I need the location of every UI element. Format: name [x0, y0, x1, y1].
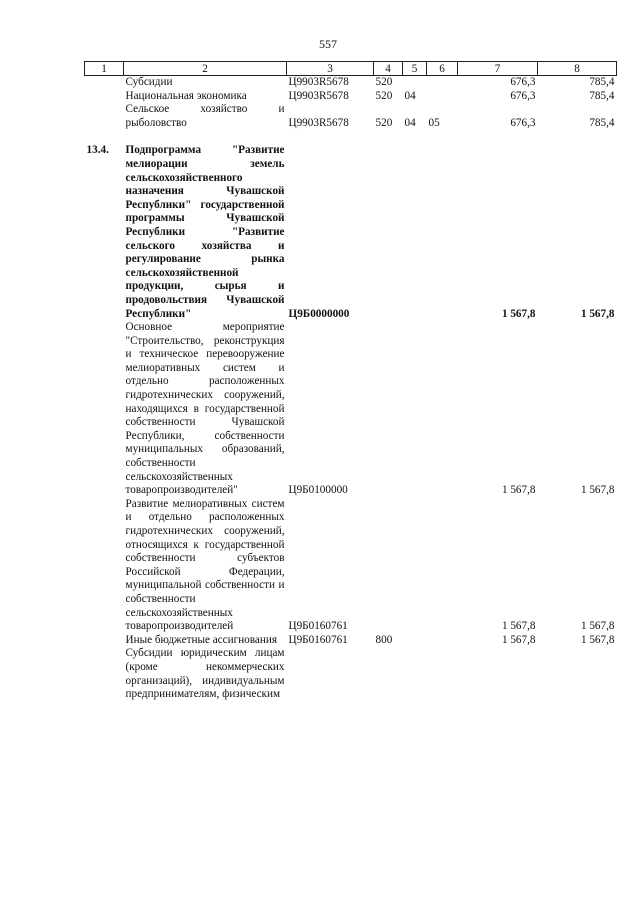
expense-type: 800 — [375, 633, 393, 646]
amount-col7: 676,3 — [510, 89, 536, 102]
expense-type — [374, 647, 403, 701]
subsection — [427, 144, 458, 321]
budget-table — [84, 61, 617, 702]
subsection — [427, 321, 458, 498]
section: 04 — [404, 116, 416, 129]
column-header: 5 — [403, 62, 427, 76]
row-number: 13.4. — [86, 144, 109, 157]
column-header: 4 — [374, 62, 403, 76]
amount-col8: 785,4 — [589, 116, 615, 129]
table-row — [85, 647, 617, 701]
section: 04 — [404, 89, 416, 102]
subsection: 05 — [428, 116, 440, 129]
row-description: Субсидии — [125, 76, 173, 88]
target-code: Ц9Б0160761 — [288, 633, 348, 646]
row-number — [85, 103, 124, 130]
expense-type — [374, 498, 403, 634]
subsection — [427, 634, 458, 648]
section — [403, 321, 427, 498]
row-number — [85, 76, 124, 90]
table-spacer — [85, 130, 617, 144]
target-code: Ц9Б0160761 — [288, 620, 348, 633]
target-code: Ц9Б0000000 — [288, 307, 350, 320]
row-description: Сельское хозяйство и рыболовство — [125, 103, 285, 129]
target-code: Ц9Б0100000 — [288, 484, 348, 497]
expense-type: 520 — [375, 116, 393, 129]
target-code: Ц9903R5678 — [288, 89, 349, 102]
table-body — [85, 76, 617, 702]
section — [403, 634, 427, 648]
spacer-cell — [85, 130, 617, 144]
row-description: Развитие мелиоративных систем и отдельно расположенных гидротехнических сооружений, относящихся к государственной собственности субъектов Российской Федерации, муниципальной собственности и собственности сельскохозяйственных товаропроизводителей — [125, 497, 285, 633]
amount-col7: 676,3 — [510, 116, 536, 129]
column-header: 2 — [124, 62, 287, 76]
section — [403, 498, 427, 634]
subsection — [427, 90, 458, 104]
table-row — [85, 103, 617, 130]
row-description: Подпрограмма "Развитие мелиорации земель сельскохозяйственного назначения Чувашской Республики" государственной программы Чувашской Республики "Развитие сельского хозяйства и регулирование рынка сельскохозяйственной продукции, сырья и продовольствия Чувашской Республики" — [125, 144, 285, 320]
amount-col8: 1 567,8 — [580, 633, 615, 646]
row-description: Иные бюджетные ассигнования — [125, 633, 277, 646]
section — [403, 76, 427, 90]
row-number — [85, 647, 124, 701]
amount-col7 — [458, 647, 538, 701]
subsection — [427, 498, 458, 634]
row-number — [85, 321, 124, 498]
section — [403, 144, 427, 321]
column-header: 6 — [427, 62, 458, 76]
table-header-row — [85, 62, 617, 76]
table-row — [85, 498, 617, 634]
column-header: 7 — [458, 62, 538, 76]
row-description: Основное мероприятие "Строительство, реконструкция и техническое перевооружение мелиоративных систем и отдельно расположенных гидротехнических сооружений, находящихся в государственной собственности Чувашской Республики, собственности муниципальных образований, собственности сельскохозяйственных товаропроизводителей" — [125, 321, 285, 497]
amount-col8: 1 567,8 — [580, 307, 615, 320]
row-number — [85, 90, 124, 104]
row-number — [85, 634, 124, 648]
amount-col8: 1 567,8 — [580, 484, 615, 497]
subsection — [427, 76, 458, 90]
table-row — [85, 321, 617, 498]
amount-col8: 1 567,8 — [580, 620, 615, 633]
column-header: 1 — [85, 62, 124, 76]
amount-col7: 676,3 — [510, 76, 536, 88]
row-description: Национальная экономика — [125, 89, 247, 102]
amount-col7: 1 567,8 — [501, 307, 536, 320]
section — [403, 647, 427, 701]
column-header: 3 — [287, 62, 374, 76]
table-row — [85, 76, 617, 90]
amount-col8: 785,4 — [589, 76, 615, 88]
subsection — [427, 647, 458, 701]
page-number: 557 — [319, 37, 337, 51]
table-row — [85, 144, 617, 321]
row-description: Субсидии юридическим лицам (кроме некоммерческих организаций), индивидуальным предпринимателям, физическим — [125, 647, 285, 701]
expense-type: 520 — [375, 76, 393, 88]
amount-col8 — [538, 647, 617, 701]
table-row — [85, 634, 617, 648]
amount-col7: 1 567,8 — [501, 484, 536, 497]
expense-type — [374, 144, 403, 321]
expense-type — [374, 321, 403, 498]
amount-col7: 1 567,8 — [501, 633, 536, 646]
amount-col7: 1 567,8 — [501, 620, 536, 633]
target-code: Ц9903R5678 — [288, 76, 349, 88]
amount-col8: 785,4 — [589, 89, 615, 102]
target-code — [287, 647, 374, 701]
row-number — [85, 498, 124, 634]
expense-type: 520 — [375, 89, 393, 102]
column-header: 8 — [538, 62, 617, 76]
target-code: Ц9903R5678 — [288, 116, 349, 129]
table-row — [85, 90, 617, 104]
